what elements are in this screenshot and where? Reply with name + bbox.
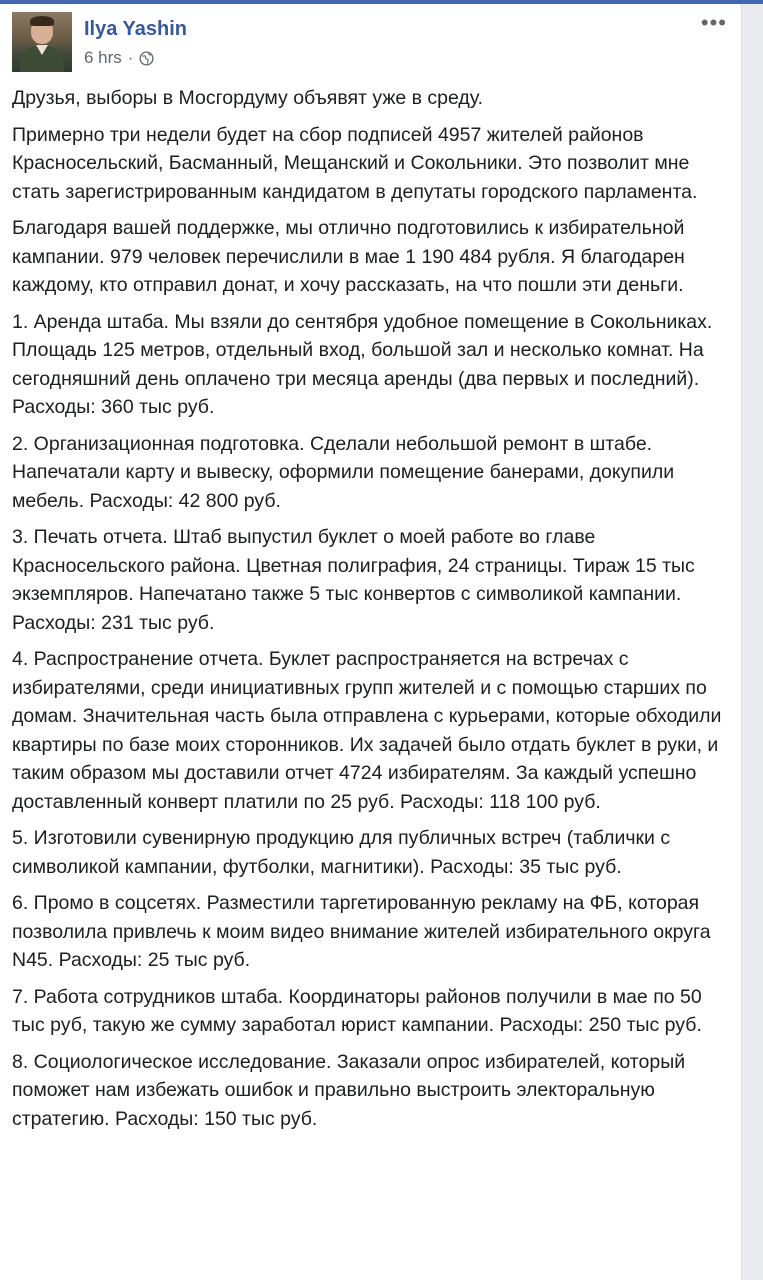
post-meta <box>84 48 154 68</box>
post-paragraph: 8. Социологическое исследование. Заказали опрос избирателей, который поможет нам избежать ошибок и правильно выстроить электоральную стратегию. Расходы: 150 тыс руб. <box>12 1050 686 1130</box>
post-paragraph: Друзья, выборы в Мосгордуму объявят уже в среду. <box>12 87 484 109</box>
post-body <box>12 84 728 1141</box>
meta-separator: · <box>127 48 134 67</box>
post-paragraph: 3. Печать отчета. Штаб выпустил буклет о моей работе во главе Красносельского района. Цветная полиграфия, 24 страницы. Тираж 15 тыс экземпляров. Напечатано также 5 тыс конвертов с символикой кампании. Расходы: 231 тыс руб. <box>12 526 695 634</box>
post-paragraph: 1. Аренда штаба. Мы взяли до сентября удобное помещение в Сокольниках. Площадь 125 метров, отдельный вход, большой зал и несколько комнат. На сегодняшний день оплачено три месяца аренды (два первых и последний). Расходы: 360 тыс руб. <box>12 310 713 418</box>
avatar[interactable] <box>12 12 72 72</box>
post-paragraph: 5. Изготовили сувенирную продукцию для публичных встреч (таблички с символикой кампании, футболки, магнитики). Расходы: 35 тыс руб. <box>12 827 671 878</box>
post-paragraph: 2. Организационная подготовка. Сделали небольшой ремонт в штабе. Напечатали карту и вывеску, оформили помещение банерами, докупили мебель. Расходы: 42 800 руб. <box>12 432 675 512</box>
post-paragraph: 7. Работа сотрудников штаба. Координаторы районов получили в мае по 50 тыс руб, такую же сумму заработал юрист кампании. Расходы: 250 тыс руб. <box>12 985 702 1036</box>
right-gutter <box>742 4 763 1280</box>
post-paragraph: Благодаря вашей поддержке, мы отлично подготовились к избирательной кампании. 979 человек перечислили в мае 1 190 484 рубля. Я благодарен каждому, кто отправил донат, и хочу рассказать, на что пошли эти деньги. <box>12 217 685 296</box>
post-header <box>0 4 741 76</box>
avatar-hair <box>30 16 54 26</box>
post-paragraph: Примерно три недели будет на сбор подписей 4957 жителей районов Красносельский, Басманный, Мещанский и Сокольники. Это позволит мне стать зарегистрированным кандидатом в депутаты городского парламента. <box>12 123 698 203</box>
globe-icon[interactable] <box>139 51 154 66</box>
post-paragraph: 6. Промо в соцсетях. Разместили таргетированную рекламу на ФБ, которая позволила привлечь к моим видео внимание жителей избирательного округа N45. Расходы: 25 тыс руб. <box>12 892 711 971</box>
post-card <box>0 4 742 1280</box>
more-options-icon[interactable]: ••• <box>700 10 727 35</box>
post-paragraph: 4. Распространение отчета. Буклет распространяется на встречах с избирателями, среди инициативных групп жителей и с помощью старших по домам. Значительная часть была отправлена с курьерами, которые обходили квартиры по базе моих сторонников. Их задачей было отдать буклет в руки, и таким образом мы доставили отчет 4724 избирателям. За каждый успешно доставленный конверт платили по 25 руб. Расходы: 118 100 руб. <box>12 648 722 813</box>
post-timestamp[interactable]: 6 hrs <box>84 48 122 67</box>
author-name-link[interactable]: Ilya Yashin <box>84 18 188 40</box>
